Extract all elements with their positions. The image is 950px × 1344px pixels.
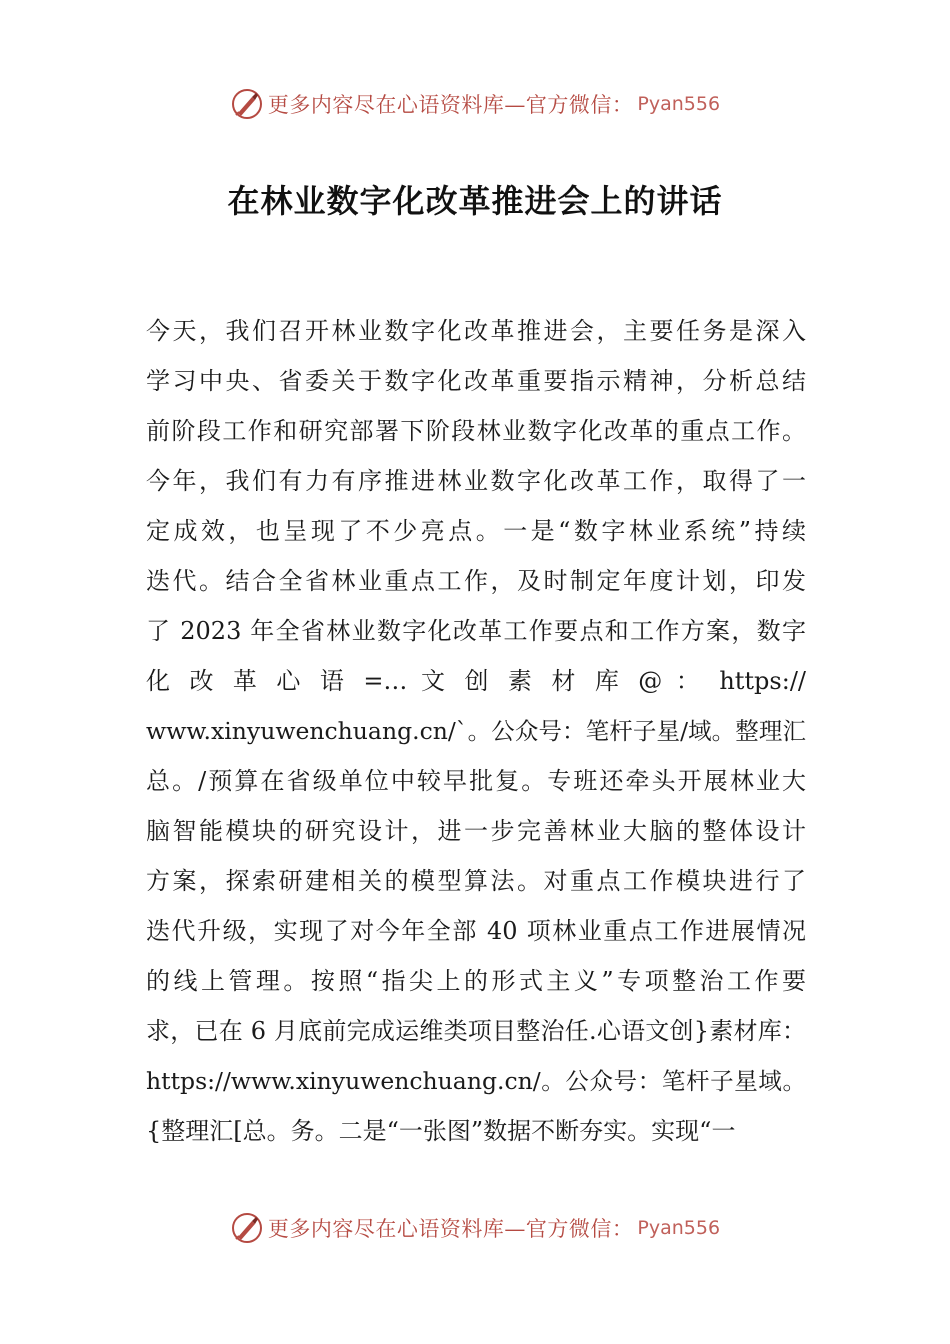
document-title: 在林业数字化改革推进会上的讲话 [227, 182, 723, 220]
document-body [146, 306, 806, 1156]
body-line: 化 改 革 心 语 =… 文 创 素 材 库 @ ： https:// [146, 667, 806, 695]
body-line: 定成效，也呈现了不少亮点。一是“数字林业系统”持续 [146, 517, 806, 545]
body-line: 今天，我们召开林业数字化改革推进会，主要任务是深入 [146, 317, 806, 345]
footer-banner [0, 1208, 950, 1248]
pen-logo-icon [230, 87, 264, 121]
body-line: 前阶段工作和研究部署下阶段林业数字化改革的重点工作。 [146, 417, 806, 445]
body-line: 方案，探索研建相关的模型算法。对重点工作模块进行了 [146, 867, 806, 895]
body-line: 迭代。结合全省林业重点工作，及时制定年度计划，印发 [146, 567, 806, 595]
wechat-id: Pyan556 [637, 1217, 721, 1239]
banner-text: 更多内容尽在心语资料库—官方微信： [267, 1217, 634, 1241]
body-line: 求，已在 6 月底前完成运维类项目整治任.心语文创}素材库： [146, 1017, 806, 1045]
body-line: {整理汇[总。务。二是“一张图”数据不断夯实。实现“一 [146, 1117, 736, 1145]
wechat-id: Pyan556 [637, 93, 721, 115]
pen-logo-icon [230, 1211, 264, 1245]
body-line: 总。/预算在省级单位中较早批复。专班还牵头开展林业大 [146, 767, 806, 795]
body-line: 学习中央、省委关于数字化改革重要指示精神，分析总结 [146, 367, 806, 395]
banner-text: 更多内容尽在心语资料库—官方微信： [267, 93, 634, 117]
body-line: 迭代升级，实现了对今年全部 40 项林业重点工作进展情况 [146, 917, 806, 945]
body-line: https://www.xinyuwenchuang.cn/。公众号：笔杆子星域。 [146, 1067, 806, 1095]
body-line: 脑智能模块的研究设计，进一步完善林业大脑的整体设计 [146, 817, 806, 845]
body-line: 了 2023 年全省林业数字化改革工作要点和工作方案，数字 [146, 617, 806, 645]
body-line: www.xinyuwenchuang.cn/`。公众号：笔杆子星/域。整理汇 [146, 717, 806, 745]
body-line: 今年，我们有力有序推进林业数字化改革工作，取得了一 [146, 467, 806, 495]
body-line: 的线上管理。按照“指尖上的形式主义”专项整治工作要 [146, 967, 806, 995]
header-banner [0, 84, 950, 124]
